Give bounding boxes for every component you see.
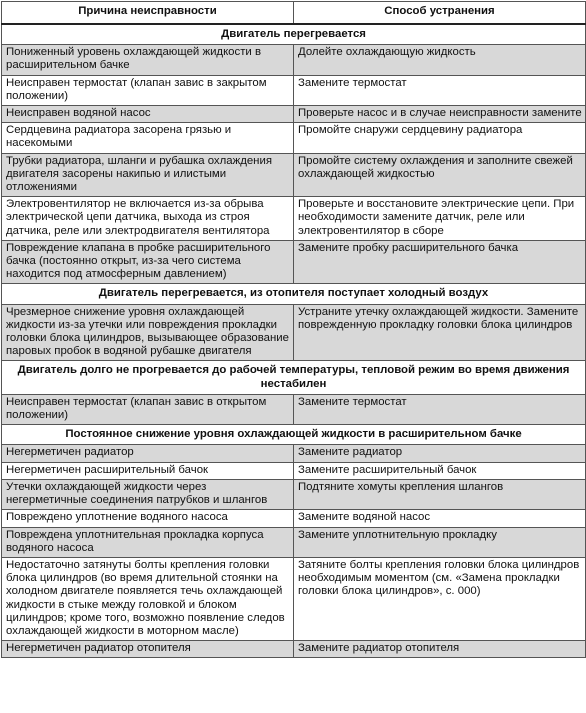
cause-cell: Повреждена уплотнительная прокладка корпуса водяного насоса (2, 527, 294, 557)
section-header-row (2, 284, 586, 304)
table-header-row (2, 2, 586, 25)
table-row (2, 75, 586, 105)
table-row (2, 123, 586, 153)
table-row (2, 153, 586, 197)
table-row (2, 106, 586, 123)
troubleshooting-table (1, 1, 586, 658)
column-header-remedy: Способ устранения (294, 2, 586, 25)
table-row (2, 462, 586, 479)
cause-cell: Неисправен термостат (клапан завис в закрытом положении) (2, 75, 294, 105)
table-row (2, 45, 586, 75)
cause-cell: Неисправен термостат (клапан завис в открытом положении) (2, 394, 294, 424)
cause-cell: Сердцевина радиатора засорена грязью и насекомыми (2, 123, 294, 153)
remedy-cell: Промойте систему охлаждения и заполните свежей охлаждающей жидкостью (294, 153, 586, 197)
remedy-cell: Долейте охлаждающую жидкость (294, 45, 586, 75)
section-header-row (2, 425, 586, 445)
section-title: Двигатель долго не прогревается до рабочей температуры, тепловой режим во время движения нестабилен (2, 361, 586, 394)
section-title: Двигатель перегревается (2, 24, 586, 45)
remedy-cell: Замените термостат (294, 75, 586, 105)
remedy-cell: Замените радиатор (294, 445, 586, 462)
remedy-cell: Замените уплотнительную прокладку (294, 527, 586, 557)
cause-cell: Электровентилятор не включается из-за обрыва электрической цепи датчика, выхода из строя датчика, реле или электродвигателя вентилятора (2, 197, 294, 241)
cause-cell: Утечки охлаждающей жидкости через негерметичные соединения патрубков и шлангов (2, 479, 294, 509)
table-row (2, 479, 586, 509)
remedy-cell: Замените пробку расширительного бачка (294, 240, 586, 284)
remedy-cell: Замените водяной насос (294, 510, 586, 527)
cause-cell: Неисправен водяной насос (2, 106, 294, 123)
remedy-cell: Промойте снаружи сердцевину радиатора (294, 123, 586, 153)
cause-cell: Пониженный уровень охлаждающей жидкости в расширительном бачке (2, 45, 294, 75)
table-row (2, 197, 586, 241)
remedy-cell: Затяните болты крепления головки блока цилиндров необходимым моментом (см. «Замена прокладки головки блока цилиндров», с. 000) (294, 557, 586, 640)
section-title: Постоянное снижение уровня охлаждающей жидкости в расширительном бачке (2, 425, 586, 445)
table-row (2, 394, 586, 424)
section-header-row (2, 24, 586, 45)
table-row (2, 641, 586, 658)
remedy-cell: Устраните утечку охлаждающей жидкости. Замените поврежденную прокладку головки блока цилиндров (294, 304, 586, 361)
section-title: Двигатель перегревается, из отопителя поступает холодный воздух (2, 284, 586, 304)
cause-cell: Повреждение клапана в пробке расширительного бачка (постоянно открыт, из-за чего система находится под атмосферным давлением) (2, 240, 294, 284)
table-row (2, 510, 586, 527)
remedy-cell: Замените термостат (294, 394, 586, 424)
cause-cell: Трубки радиатора, шланги и рубашка охлаждения двигателя засорены накипью и илистыми отложениями (2, 153, 294, 197)
cause-cell: Повреждено уплотнение водяного насоса (2, 510, 294, 527)
cause-cell: Негерметичен радиатор отопителя (2, 641, 294, 658)
table-body (2, 24, 586, 658)
remedy-cell: Замените расширительный бачок (294, 462, 586, 479)
remedy-cell: Замените радиатор отопителя (294, 641, 586, 658)
section-header-row (2, 361, 586, 394)
table-row (2, 240, 586, 284)
table-row (2, 304, 586, 361)
table-row (2, 527, 586, 557)
column-header-cause: Причина неисправности (2, 2, 294, 25)
remedy-cell: Проверьте насос и в случае неисправности замените (294, 106, 586, 123)
table-row (2, 445, 586, 462)
remedy-cell: Проверьте и восстановите электрические цепи. При необходимости замените датчик, реле или электровентилятор в сборе (294, 197, 586, 241)
cause-cell: Недостаточно затянуты болты крепления головки блока цилиндров (во время длительной стоянки на холодном двигателе появляется течь охлаждающей жидкости в стыке между головкой и блоком цилиндров; кроме того, возможно появление следов охлаждающей жидкости в моторном масле) (2, 557, 294, 640)
remedy-cell: Подтяните хомуты крепления шлангов (294, 479, 586, 509)
table-row (2, 557, 586, 640)
cause-cell: Негерметичен радиатор (2, 445, 294, 462)
cause-cell: Чрезмерное снижение уровня охлаждающей жидкости из-за утечки или повреждения прокладки головки блока цилиндров, вызывающее образование паровых пробок в водяной рубашке двигателя (2, 304, 294, 361)
cause-cell: Негерметичен расширительный бачок (2, 462, 294, 479)
